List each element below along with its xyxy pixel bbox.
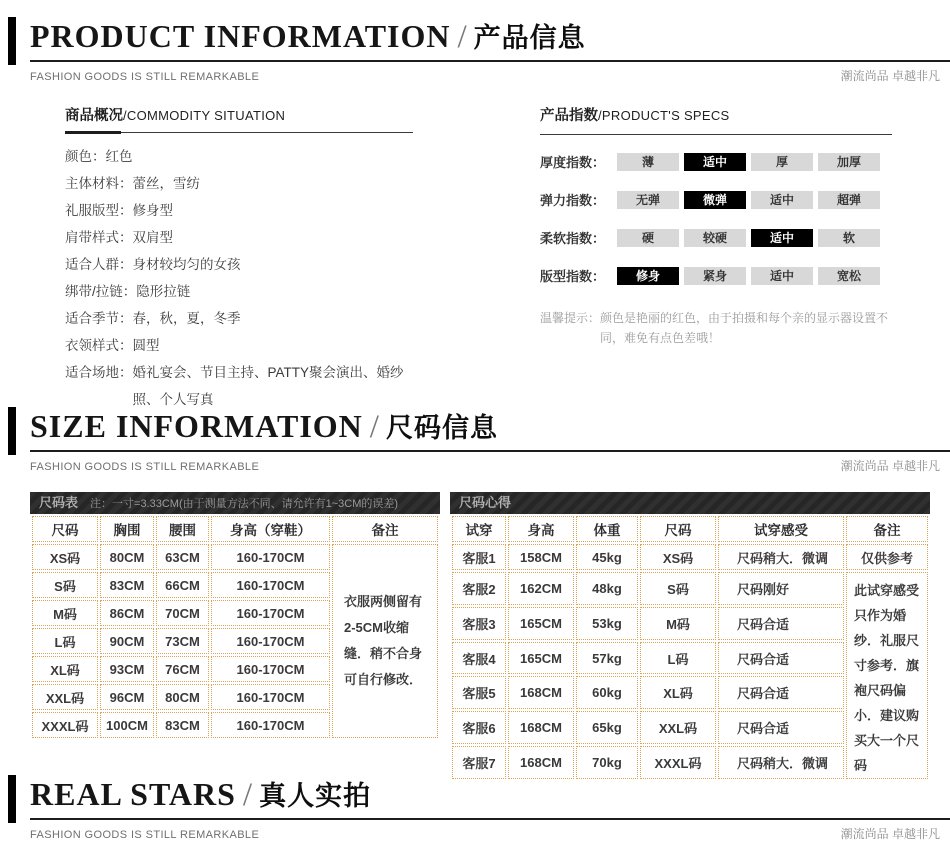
specs-header-underline [540,131,892,135]
table-cell: 160-170CM [211,684,330,710]
attribute-value: 修身型 [132,203,173,218]
spec-index-rows [540,152,892,285]
table-cell: 76CM [156,656,209,682]
table-cell: 53kg [576,607,638,640]
table-cell: 100CM [100,712,154,738]
table-cell: XXXL码 [32,712,98,738]
table-cell: 83CM [156,712,209,738]
attribute-label: 礼服版型： [65,203,133,218]
table-row [452,544,928,570]
attribute-label: 适合场地： [65,365,133,380]
size-chart-table [30,514,440,740]
tagline-zh: 潮流尚品 卓越非凡 [840,459,940,473]
table-cell: 90CM [100,628,154,654]
tagline-zh: 潮流尚品 卓越非凡 [840,827,940,841]
remark-cell: 此试穿感受只作为婚纱．礼服尺寸参考．旗袍尺码偏小．建议购买大一个尺码 [846,572,928,779]
table-cell: 165CM [508,607,574,640]
attribute-value: 隐形拉链 [136,284,191,299]
commodity-attribute-row [65,197,415,224]
spec-option: 适中 [751,191,813,209]
table-row [452,572,928,605]
table-cell: 66CM [156,572,209,598]
section-title-zh: 尺码信息 [385,413,498,443]
spec-index-row [540,152,892,171]
table-cell: M码 [640,607,716,640]
table-cell: 尺码合适 [718,676,844,709]
table-cell: 客服4 [452,642,506,675]
section-accent-bar [8,17,16,65]
column-header: 体重 [576,516,638,542]
specs-header [540,104,892,125]
table-cell: S码 [32,572,98,598]
spec-row-label: 弹力指数： [540,193,606,208]
commodity-header [65,104,415,125]
table-cell: 158CM [508,544,574,570]
table-cell: XXL码 [640,711,716,744]
table-cell: 160-170CM [211,572,330,598]
attribute-label: 衣领样式： [65,338,133,353]
attribute-label: 主体材料： [65,176,133,191]
table-cell: 45kg [576,544,638,570]
attribute-value: 红色 [105,149,133,164]
spec-option: 无弹 [617,191,679,209]
table-cell: 160-170CM [211,656,330,682]
spec-option: 超弹 [818,191,880,209]
table-cell: L码 [32,628,98,654]
attribute-value: 蕾丝，雪纺 [132,176,200,191]
table-cell: 70CM [156,600,209,626]
table-cell: 63CM [156,544,209,570]
table-cell: 160-170CM [211,712,330,738]
section-accent-bar [8,407,16,455]
section-title-zh: 真人实拍 [259,781,372,811]
section-accent-bar [8,775,16,823]
table-cell: 客服6 [452,711,506,744]
table-cell: 93CM [100,656,154,682]
commodity-attribute-row [65,332,415,359]
specs-header-zh: 产品指数 [540,108,598,124]
spec-row-label: 柔软指数： [540,231,606,246]
section-title-zh: 产品信息 [473,23,586,53]
attribute-value: 婚礼宴会、节目主持、PATTY聚会演出、婚纱照、个人写真 [132,365,404,407]
table-cell: 80CM [156,684,209,710]
warm-tip-text: 颜色是艳丽的红色，由于拍摄和每个亲的显示器设置不同，难免有点色差哦！ [600,311,889,345]
section-divider-line [30,818,950,820]
table-cell: 客服2 [452,572,506,605]
remark-cell: 衣服两侧留有2-5CM收缩缝．稍不合身可自行修改． [332,544,438,738]
spec-option: 宽松 [818,267,880,285]
tagline-zh: 潮流尚品 卓越非凡 [840,69,940,83]
tagline-en: FASHION GOODS IS STILL REMARKABLE [30,461,260,473]
section-title-en: REAL STARS [30,776,236,812]
table-cell: XL码 [32,656,98,682]
table-cell: XXXL码 [640,746,716,779]
table-cell: 尺码稍大．微调 [718,544,844,570]
table-cell: 尺码稍大．微调 [718,746,844,779]
size-chart-title: 尺码表 [39,495,79,510]
table-cell: 168CM [508,746,574,779]
table-header-row [452,516,928,542]
fitting-experience-table [450,514,930,781]
table-cell: 尺码合适 [718,711,844,744]
table-cell: 168CM [508,711,574,744]
column-header: 试穿感受 [718,516,844,542]
table-cell: 尺码合适 [718,607,844,640]
section-title [30,772,950,812]
table-cell: 96CM [100,684,154,710]
table-cell: 65kg [576,711,638,744]
spec-index-row [540,228,892,247]
table-header-row [32,516,438,542]
attribute-label: 适合季节： [65,311,133,326]
specs-header-en: /PRODUCT'S SPECS [598,108,730,123]
section-header-product-information [0,14,950,84]
column-header: 腰围 [156,516,209,542]
attribute-value: 圆型 [132,338,160,353]
underline-thin-segment [540,134,892,135]
spec-row-label: 版型指数： [540,269,606,284]
column-header: 备注 [846,516,928,542]
product-specs-panel [540,104,892,348]
attribute-label: 颜色： [65,149,106,164]
spec-option: 较硬 [684,229,746,247]
size-chart [30,492,440,740]
table-cell: 162CM [508,572,574,605]
table-cell: 165CM [508,642,574,675]
table-cell: 168CM [508,676,574,709]
table-cell: 48kg [576,572,638,605]
table-cell: XXL码 [32,684,98,710]
table-cell: 60kg [576,676,638,709]
title-slash-divider: / [457,19,467,55]
table-cell: 160-170CM [211,600,330,626]
commodity-header-underline [65,131,413,134]
section-header-size-information [0,404,950,474]
spec-option: 薄 [617,153,679,171]
column-header: 尺码 [32,516,98,542]
section-header-real-stars [0,772,950,842]
table-cell: 73CM [156,628,209,654]
attribute-label: 肩带样式： [65,230,133,245]
attribute-label: 绑带/拉链： [65,284,137,299]
table-row [32,544,438,570]
spec-option: 软 [818,229,880,247]
attribute-label: 适合人群： [65,257,133,272]
section-divider-line [30,60,950,62]
table-cell: 尺码刚好 [718,572,844,605]
spec-index-row [540,190,892,209]
table-cell: 160-170CM [211,544,330,570]
table-cell: 客服5 [452,676,506,709]
section-title-en: PRODUCT INFORMATION [30,18,451,54]
commodity-attribute-row [65,143,415,170]
column-header: 备注 [332,516,438,542]
underline-thick-segment [65,131,121,134]
table-cell: 客服3 [452,607,506,640]
warm-tip [540,308,890,348]
table-cell: 客服1 [452,544,506,570]
table-cell: 160-170CM [211,628,330,654]
title-slash-divider: / [242,777,253,813]
underline-thin-segment [121,132,413,133]
fitting-chart-titlebar [450,492,930,514]
spec-option: 加厚 [818,153,880,171]
tagline-en: FASHION GOODS IS STILL REMARKABLE [30,829,260,841]
tagline-en: FASHION GOODS IS STILL REMARKABLE [30,71,260,83]
table-cell: L码 [640,642,716,675]
table-cell: 80CM [100,544,154,570]
table-cell: 70kg [576,746,638,779]
column-header: 试穿 [452,516,506,542]
commodity-attribute-row [65,170,415,197]
table-cell: M码 [32,600,98,626]
column-header: 身高（穿鞋） [211,516,330,542]
table-cell: XS码 [32,544,98,570]
spec-index-row [540,266,892,285]
section-divider-line [30,450,950,452]
warm-tip-label: 温馨提示： [540,311,601,325]
spec-row-label: 厚度指数： [540,155,606,170]
remark-cell: 仅供参考 [846,544,928,570]
section-title [30,404,950,444]
spec-option-selected: 适中 [684,153,746,171]
table-cell: 83CM [100,572,154,598]
commodity-situation-panel [65,104,415,413]
commodity-attribute-row [65,305,415,332]
attribute-value: 身材较均匀的女孩 [132,257,241,272]
table-cell: 客服7 [452,746,506,779]
fitting-experience-chart [450,492,930,781]
commodity-header-zh: 商品概况 [65,108,123,124]
section-title-en: SIZE INFORMATION [30,408,363,444]
attribute-value: 双肩型 [132,230,173,245]
size-chart-note: 注：一寸=3.33CM(由于测量方法不同、请允许有1~3CM的误差) [90,498,399,510]
spec-option-selected: 微弹 [684,191,746,209]
commodity-attribute-list [65,143,415,413]
commodity-attribute-row [65,278,415,305]
title-slash-divider: / [369,409,379,445]
commodity-attribute-row [65,224,415,251]
spec-option: 厚 [751,153,813,171]
spec-option-selected: 修身 [617,267,679,285]
section-title [30,14,950,54]
table-cell: XS码 [640,544,716,570]
table-cell: 尺码合适 [718,642,844,675]
table-cell: S码 [640,572,716,605]
spec-option: 适中 [751,267,813,285]
attribute-value: 春，秋，夏，冬季 [132,311,241,326]
table-cell: 86CM [100,600,154,626]
size-chart-titlebar [30,492,440,514]
table-cell: XL码 [640,676,716,709]
fitting-chart-title: 尺码心得 [459,495,512,510]
commodity-header-en: /COMMODITY SITUATION [123,108,286,123]
column-header: 身高 [508,516,574,542]
column-header: 胸围 [100,516,154,542]
column-header: 尺码 [640,516,716,542]
spec-option: 硬 [617,229,679,247]
commodity-attribute-row [65,251,415,278]
spec-option-selected: 适中 [751,229,813,247]
spec-option: 紧身 [684,267,746,285]
table-cell: 57kg [576,642,638,675]
